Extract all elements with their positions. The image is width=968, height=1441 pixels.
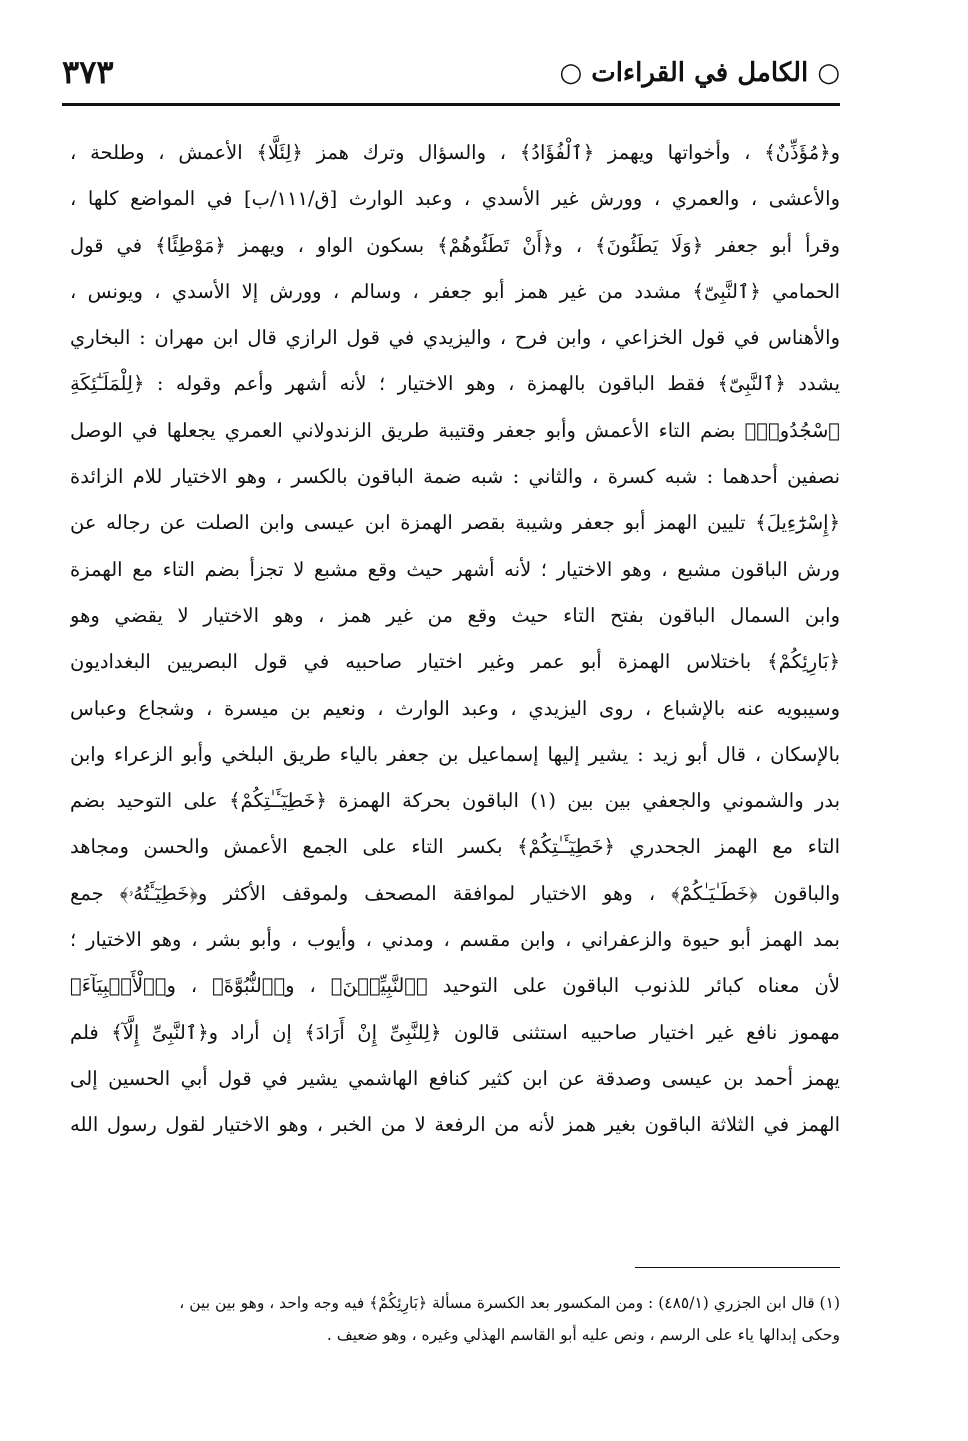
text-line: يشدد ﴿ٱلنَّبِىّ﴾ فقط الباقون بالهمزة ، وهو الاختيار ؛ لأنه أشهر وأعم وقوله : ﴿لِلْمَلَـٰٓئِكَةِ — [70, 372, 840, 396]
text-line: ﴿إِسْرَٰٓءِيلَ﴾ تليين الهمز أبو جعفر وشيبة بقصر الهمزة ابن عيسى وابن الصلت عن رجاله عن — [70, 511, 840, 535]
text-line: الهمز في الثلاثة الباقون بغير همز لأنه من الرفعة لا من الخبر ، وهو الاختيار لقول رسول الله — [70, 1113, 840, 1137]
text-line: والأهناس في قول الخزاعي ، وابن فرح ، واليزيدي في قول الرازي قال ابن مهران : البخاري — [70, 326, 840, 350]
running-title: ○ الكامل في القراءات ○ — [559, 58, 840, 88]
page-header — [62, 52, 840, 106]
text-line: بمد الهمز أبو حيوة والزعفراني ، وابن مقسم ، ومدني ، وأيوب ، وأبو بشر ، وهو الاختيار ؛ — [70, 928, 840, 952]
text-line: الحمامي ﴿ٱلنَّبِىّ﴾ مشدد من غير همز أبو جعفر ، وسالم ، وورش إلا الأسدي ، ويونس ، — [70, 279, 840, 303]
page-number: ٣٧٣ — [62, 53, 114, 91]
text-line: بالإسكان ، قال أبو زيد : يشير إليها إسماعيل بن جعفر بالياء طريق البلخي وأبو الزعراء وابن — [70, 742, 840, 766]
text-line: لأن معناه كبائر للذنوب الباقون على التوحيد ﴿ٱلنَّبِيِّـۧنَ﴾ ، و﴿ٱلنُّبُوَّةَ﴾ ، و﴿ٱلْأَنۢبِيَآءَ﴾ — [70, 974, 840, 998]
text-line: والباقون ﴿خَطَـٰيَـٰكُمْ﴾ ، وهو الاختيار لموافقة المصحف ولموقف الأكثر و﴿خَطِيٓـَٔتُهُۥ﴾ جمع — [70, 881, 840, 905]
text-line: يهمز أحمد بن عيسى وصدقة عن ابن كثير كنافع الهاشمي يشير في قول أبي الحسين إلى — [70, 1066, 840, 1090]
main-text — [70, 130, 840, 1149]
footnote-line: (١) قال ابن الجزري (٤٨٥/١) : ومن المكسور بعد الكسرة مسألة ﴿بَارِئِكُمْ﴾ فيه وجه واحد ، وهو بين بين ، — [179, 1294, 840, 1312]
footnotes — [70, 1287, 840, 1351]
text-line: بدر والشموني والجعفي بين بين (١) الباقون بحركة الهمزة ﴿خَطِيٓـَٔـٰتِكُمْ﴾ على التوحيد بضم — [70, 789, 840, 813]
text-line: ﴿بَارِئِكُمْ﴾ باختلاس الهمزة أبو عمر وغير اختيار صاحبيه في قول البصريين البغداديون — [70, 650, 840, 674]
text-line: و﴿مُؤَذِّنٌ﴾ ، وأخواتها ويهمز ﴿ٱلْفُؤَادُ﴾ ، والسؤال وترك همز ﴿لِئَلَّا﴾ الأعمش ، وطلحة ، — [70, 141, 840, 164]
text-line: التاء مع الهمز الجحدري ﴿خَطِيٓـَٔـٰتِكُمْ﴾ بكسر التاء على الجمع الأعمش والحسن ومجاهد — [70, 835, 840, 859]
text-line: وابن السمال الباقون بفتح التاء حيث وقع من غير همز ، وهو الاختيار لا يقضي وهو — [70, 603, 840, 627]
text-line: ٱسْجُدُوا۟﴾ بضم التاء الأعمش وأبو جعفر وقتيبة طريق الزندولاني العمري يجعلها في الوصل — [70, 418, 840, 442]
text-line: مهموز نافع غير اختيار صاحبيه استثنى قالون ﴿لِلنَّبِىِّ إِنْ أَرَادَ﴾ إن أراد و﴿ٱلنَّبِىِّ إِلَّآ﴾ فلم — [70, 1020, 840, 1044]
text-line: وقرأ أبو جعفر ﴿وَلَا يَطَئُونَ﴾ ، و﴿أَنْ تَطَئُوهُمْ﴾ بسكون الواو ، ويهمز ﴿مَوْطِئًا﴾ في قول — [70, 233, 840, 257]
text-line: والأعشى ، والعمري ، وورش غير الأسدي ، وعبد الوارث [ق/١١١/ب] في المواضع كلها ، — [70, 187, 840, 211]
footnote-line: وحكى إبدالها ياء على الرسم ، ونص عليه أبو القاسم الهذلي وغيره ، وهو ضعيف . — [326, 1326, 840, 1344]
text-line: ورش الباقون مشبع ، وهو الاختيار ؛ لأنه أشهر حيث وقع مشبع لا تجزأ بضم التاء مع الهمزة — [70, 557, 840, 581]
header-rule — [62, 103, 840, 106]
footnote-separator — [635, 1267, 840, 1268]
text-line: نصفين أحدهما : شبه كسرة ، والثاني : شبه ضمة الباقون بالكسر ، وهو الاختيار للام الزائدة — [70, 465, 840, 489]
text-line: وسيبويه عنه بالإشباع ، روى اليزيدي ، وعبد الوارث ، ونعيم بن ميسرة ، وشجاع وعباس — [70, 696, 840, 720]
